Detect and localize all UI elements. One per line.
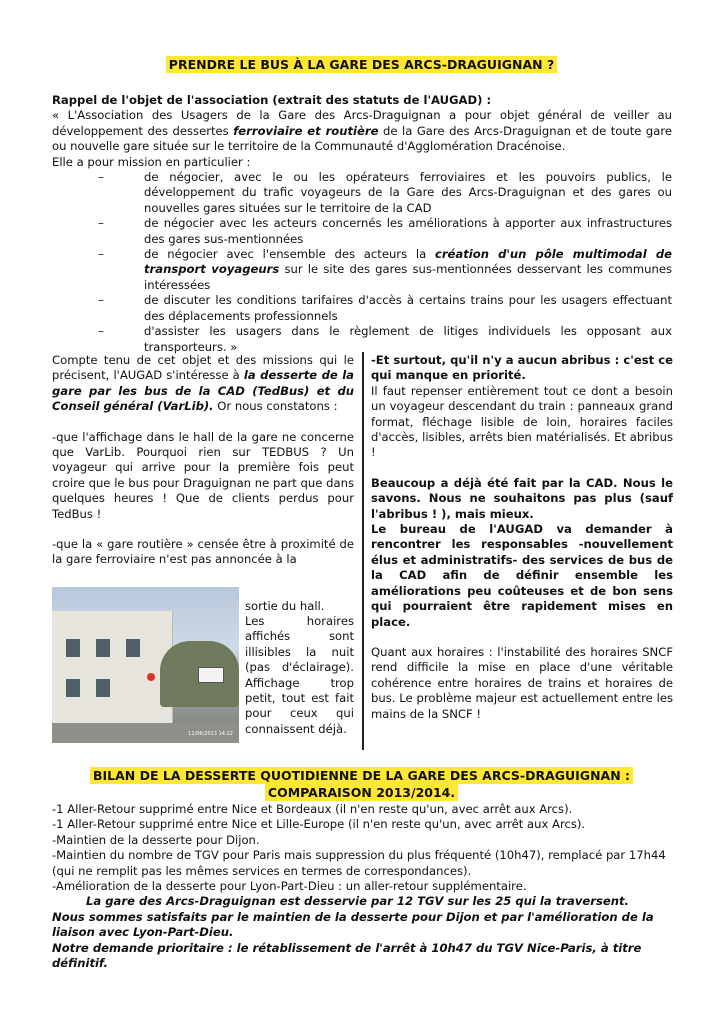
bilan-title-line-2: COMPARAISON 2013/2014. <box>265 784 458 801</box>
right-paragraph-2: Il faut repenser entièrement tout ce dont a besoin un voyageur descendant du train : panneaux grand format, fléchage lisible de loin, horaires faciles d'accès, lisibles, arrêts bien matérialisés. Et abribus ! <box>371 383 673 460</box>
mission-text: de négocier, avec le ou les opérateurs ferroviaires et les pouvoirs publics, le développement du trafic voyageurs de la Gare des Arcs-Draguignan et des gares ou nouvelles gares situées sur le territoire de la CAD <box>144 170 672 215</box>
dash-marker: – <box>98 216 104 231</box>
mission-text: d'assister les usagers dans le règlement de litiges individuels les opposant aux transporteurs. » <box>144 324 672 354</box>
direction-sign-shape <box>198 667 224 683</box>
dash-marker: – <box>98 170 104 185</box>
page-title-text: PRENDRE LE BUS À LA GARE DES ARCS-DRAGUIGNAN ? <box>166 56 557 73</box>
dash-marker: – <box>98 324 104 339</box>
left-paragraph-3: -que la « gare routière » censée être à proximité de la gare ferroviaire n'est pas annoncée à la <box>52 537 354 567</box>
left-paragraph-2: -que l'affichage dans le hall de la gare ne concerne que VarLib. Pourquoi rien sur TEDBUS ? Un voyageur qui arrive pour la première fois peut croire que le bus pour Draguignan ne part que dans quelques heures ! Que de clients perdus pour TedBus ! <box>52 429 354 521</box>
mission-text: de négocier avec l'ensemble des acteurs la <box>144 247 435 262</box>
no-entry-sign-shape <box>147 673 155 681</box>
right-paragraph-3: Beaucoup a déjà été fait par la CAD. Nous le savons. Nous ne souhaitons pas plus (sauf l'abribus ! ), mais mieux. <box>371 475 673 521</box>
window-shape <box>66 639 80 657</box>
bilan-satisfaction: Nous sommes satisfaits par le maintien de la desserte pour Dijon et par l'amélioration de la liaison avec Lyon-Part-Dieu. <box>52 909 654 940</box>
mission-item <box>52 247 672 293</box>
right-paragraph-1: -Et surtout, qu'il n'y a aucun abribus : c'est ce qui manque en priorité. <box>371 353 673 383</box>
bilan-line: -Amélioration de la desserte pour Lyon-Part-Dieu : un aller-retour supplémentaire. <box>52 879 527 894</box>
mission-text: de discuter les conditions tarifaires d'accès à certains trains pour les usagers effectuant des déplacements professionnels <box>144 293 672 323</box>
purpose-text-a: « L'Association des Usagers de la Gare des Arcs-Draguignan a pour objet général de veiller au développement des dessertes <box>52 108 672 138</box>
purpose-text-c: de la Gare des Arcs-Draguignan et de toute gare ou nouvelle gare située sur le territoire de la Communauté d'Agglomération Dracénoise. <box>52 123 673 154</box>
window-shape <box>96 639 110 657</box>
mission-item <box>52 324 672 355</box>
left-float-line: sortie du hall. <box>245 599 325 613</box>
mission-item <box>52 170 672 216</box>
purpose-text-emphasis: ferroviaire et routière <box>233 123 379 138</box>
left-column <box>52 353 354 568</box>
bilan-line: -1 Aller-Retour supprimé entre Nice et Lille-Europe (il n'en reste qu'un, avec arrêt aux Arcs). <box>52 817 586 832</box>
building-shape <box>52 611 173 723</box>
mission-text: de négocier avec les acteurs concernés les améliorations à apporter aux infrastructures des gares sus-mentionnées <box>144 216 672 246</box>
right-column <box>371 353 673 722</box>
mission-intro: Elle a pour mission en particulier : <box>52 154 251 169</box>
mission-list <box>52 170 672 355</box>
window-shape <box>96 679 110 697</box>
page-title <box>0 57 723 73</box>
bilan-title-line-1: BILAN DE LA DESSERTE QUOTIDIENNE DE LA GARE DES ARCS-DRAGUIGNAN : <box>90 767 633 784</box>
bilan-priority-demand: Notre demande prioritaire : le rétablissement de l'arrêt à 10h47 du TGV Nice-Paris, à titre définitif. <box>52 940 642 971</box>
bilan-summary: La gare des Arcs-Draguignan est desservie par 12 TGV sur les 25 qui la traversent. <box>86 894 629 909</box>
mission-text: sur le site des gares sus-mentionnées desservant les communes intéressées <box>144 262 672 292</box>
left-paragraph-1 <box>52 353 354 415</box>
dash-marker: – <box>98 247 104 262</box>
photo-timestamp: 11/06/2013 14:22 <box>188 730 233 737</box>
mission-item <box>52 293 672 324</box>
right-paragraph-5: Quant aux horaires : l'instabilité des horaires SNCF rend difficile la mise en place d'une véritable cohérence entre horaires de trains et horaires de bus. Le problème majeur est actuellement entre les mains de la SNCF ! <box>371 644 673 721</box>
window-shape <box>126 639 140 657</box>
bilan-line: -Maintien de la desserte pour Dijon. <box>52 832 260 847</box>
association-purpose-section <box>52 93 672 355</box>
purpose-heading: Rappel de l'objet de l'association (extrait des statuts de l'AUGAD) : <box>52 93 492 107</box>
column-divider <box>362 352 364 750</box>
bilan-section <box>52 802 677 971</box>
mission-text-emphasis: création d'un pôle multimodal de transport voyageurs <box>144 247 672 277</box>
left-text: Or nous constatons : <box>213 399 338 414</box>
window-shape <box>66 679 80 697</box>
dash-marker: – <box>98 293 104 308</box>
left-text-emphasis: la desserte de la gare par les bus de la CAD (TedBus) et du Conseil général (VarLib). <box>52 368 354 414</box>
bilan-line: -Maintien du nombre de TGV pour Paris mais suppression du plus fréquenté (10h47), remplacé par 17h44 (qui ne remplit pas les mêmes services en termes de correspondances). <box>52 848 666 878</box>
purpose-paragraph <box>52 108 672 154</box>
bilan-title <box>0 767 723 802</box>
left-text: Compte tenu de cet objet et des missions qui le précisent, l'AUGAD s'intéresse à <box>52 353 354 383</box>
left-float-text: Les horaires affichés sont illisibles la nuit (pas d'éclairage). Affichage trop petit, tout est fait pour ceux qui connaissent déjà. <box>245 614 354 736</box>
bilan-line: -1 Aller-Retour supprimé entre Nice et Bordeaux (il n'en reste qu'un, avec arrêt aux Arcs). <box>52 802 573 816</box>
mission-item <box>52 216 672 247</box>
right-paragraph-4: Le bureau de l'AUGAD va demander à rencontrer les responsables -nouvellement élus et administratifs- des services de bus de la CAD afin de définir ensemble les améliorations peu coûteuses et de bon sens qui pourraient être rapidement mises en place. <box>371 522 673 629</box>
bus-station-photo <box>52 587 239 743</box>
